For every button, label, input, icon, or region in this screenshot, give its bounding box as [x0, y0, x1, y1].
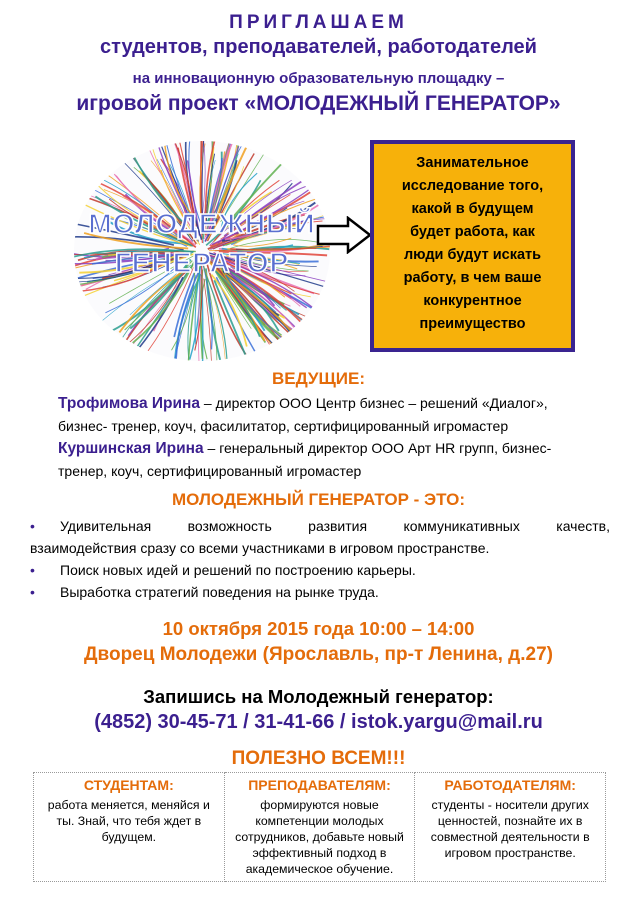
- audience-text: формируются новые компетенции молодых сотрудников, добавьте новый эффективный подход в академическое обучение.: [235, 798, 404, 876]
- host-desc-cont: тренер, коуч, сертифицированный игромастер: [58, 463, 362, 479]
- bullet-text: взаимодействия сразу со всеми участниками в игровом пространстве.: [30, 540, 490, 556]
- host-entry: [58, 437, 618, 460]
- list-item: [30, 559, 610, 581]
- box-line: конкурентное: [423, 293, 522, 309]
- box-line: преимущество: [419, 316, 526, 332]
- box-line: люди будут искать: [403, 247, 542, 263]
- host-name: Куршинская Ирина: [58, 440, 204, 457]
- audience-students: [34, 773, 225, 882]
- audience-title: РАБОТОДАТЕЛЯМ:: [444, 777, 576, 793]
- useful-heading: ПОЛЕЗНО ВСЕМ!!!: [231, 748, 406, 769]
- host-desc: – директор ООО Центр бизнес – решений «Диалог»,: [200, 395, 548, 411]
- description-box: [370, 140, 575, 352]
- list-item: [30, 515, 610, 559]
- box-line: будет работа, как: [410, 224, 535, 240]
- list-item: [30, 581, 610, 603]
- bullet-icon: •: [30, 584, 35, 600]
- invite-venue-line: на инновационную образовательную площадку –: [132, 70, 505, 87]
- bullet-text: Удивительная возможность развития коммуникативных качеств,: [60, 518, 610, 534]
- box-line: исследование того,: [401, 178, 544, 194]
- audience-text: студенты - носители других ценностей, познайте их в совместной деятельности в игровом пространстве.: [430, 798, 590, 860]
- hosts-heading: ВЕДУЩИЕ:: [271, 369, 366, 388]
- bullet-text: Выработка стратегий поведения на рынке труда.: [60, 584, 379, 600]
- invite-heading: ПРИГЛАШАЕМ: [229, 12, 408, 33]
- project-title: игровой проект «МОЛОДЕЖНЫЙ ГЕНЕРАТОР»: [76, 92, 561, 115]
- audience-employers: [415, 773, 606, 882]
- bullet-icon: •: [30, 562, 35, 578]
- audience-table: [33, 772, 606, 882]
- bullet-icon: •: [30, 518, 35, 534]
- invite-audience: студентов, преподавателей, работодателей: [100, 36, 537, 58]
- host-name: Трофимова Ирина: [58, 395, 201, 412]
- box-line: Занимательное: [416, 155, 529, 171]
- logo-word-2: ГЕНЕРАТОР: [114, 247, 290, 278]
- arrow-right-icon: [316, 216, 372, 254]
- contact-info[interactable]: (4852) 30-45-71 / 31-41-66 / istok.yargu@mail.ru: [94, 711, 543, 733]
- bullet-text: Поиск новых идей и решений по построению карьеры.: [60, 562, 416, 578]
- signup-heading: Запишись на Молодежный генератор:: [143, 686, 494, 707]
- box-line: работу, в чем ваше: [403, 270, 542, 286]
- generator-logo: [73, 140, 331, 363]
- host-entry: [58, 392, 618, 415]
- audience-title: СТУДЕНТАМ:: [83, 777, 174, 793]
- generator-heading: МОЛОДЕЖНЫЙ ГЕНЕРАТОР - ЭТО:: [171, 490, 465, 509]
- audience-text: работа меняется, меняйся и ты. Знай, что тебя ждет в будущем.: [47, 798, 210, 844]
- event-place: Дворец Молодежи (Ярославль, пр-т Ленина, д.27): [84, 644, 553, 665]
- hosts-list: [58, 392, 618, 482]
- host-desc: – генеральный директор ООО Арт HR групп, бизнес-: [203, 440, 552, 456]
- box-line: какой в будущем: [411, 201, 534, 217]
- event-date: 10 октября 2015 года 10:00 – 14:00: [162, 618, 475, 639]
- benefits-list: [30, 515, 610, 603]
- host-desc-cont: бизнес- тренер, коуч, фасилитатор, сертифицированный игромастер: [58, 418, 509, 434]
- logo-word-1: МОЛОДЕЖНЫЙ: [88, 208, 316, 239]
- audience-teachers: [224, 773, 415, 882]
- audience-title: ПРЕПОДАВАТЕЛЯМ:: [248, 777, 391, 793]
